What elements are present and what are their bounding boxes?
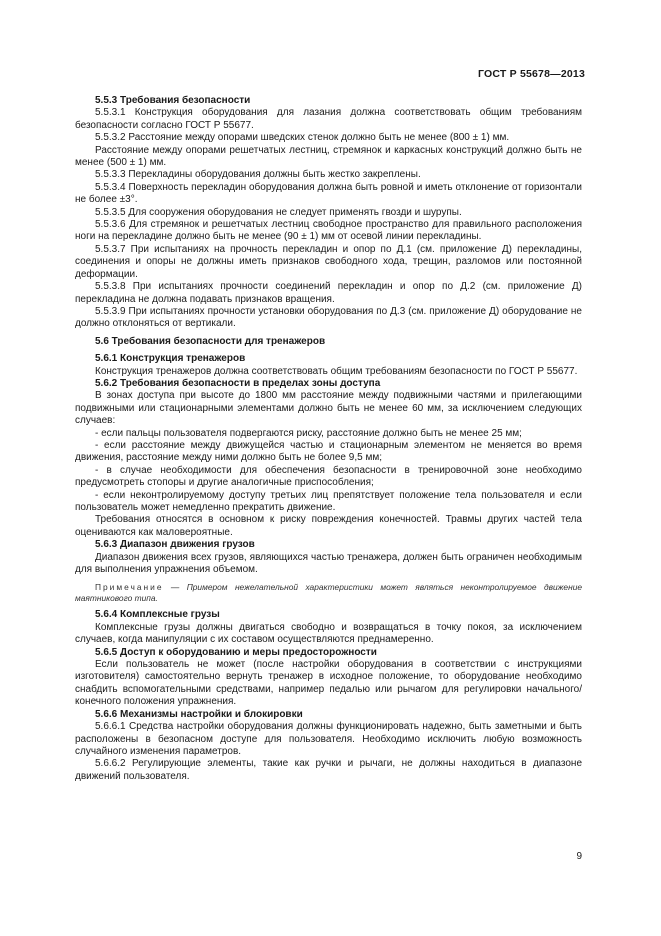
paragraph: Диапазон движения всех грузов, являющихся частью тренажера, должен быть ограничен необходимым для выполнения упражнения объемом. [75, 551, 582, 576]
section-heading-5-6: 5.6 Требования безопасности для тренажеров [95, 335, 326, 347]
document-body [75, 95, 582, 783]
section-heading-5-6-6: 5.6.6 Механизмы настройки и блокировки [95, 708, 303, 720]
section-heading-5-6-5: 5.6.5 Доступ к оборудованию и меры предосторожности [95, 646, 377, 658]
document-header: ГОСТ Р 55678—2013 [477, 68, 585, 80]
paragraph: 5.6.6.2 Регулирующие элементы, такие как ручки и рычаги, не должны находиться в диапазоне движений пользователя. [75, 758, 582, 782]
section-heading-5-6-1: 5.6.1 Конструкция тренажеров [95, 353, 246, 365]
note-text: — Примером нежелательной характеристики может являться неконтролируемое движение маятникового типа. [75, 582, 583, 604]
paragraph: 5.5.3.3 Перекладины оборудования должны быть жестко закреплены. [95, 169, 421, 181]
paragraph: Если пользователь не может (после настройки оборудования в соответствии с инструкциями изготовителя) самостоятельно вернуть тренажер в исходное положение, то оборудование необходимо снабдить вспомогательными средствами, например педалью или рычагом для регулировки начального/конечного положения упражнения. [75, 659, 582, 708]
paragraph: 5.5.3.2 Расстояние между опорами шведских стенок должно быть не менее (800 ± 1) мм. [95, 132, 510, 144]
paragraph: В зонах доступа при высоте до 1800 мм расстояние между подвижными частями и прилегающими подвижными или стационарными элементами должно быть не менее 60 мм, за исключением следующих случаев: [75, 390, 582, 427]
paragraph: Требования относятся в основном к риску повреждения конечностей. Травмы других частей тела оцениваются как маловероятные. [75, 514, 582, 538]
section-heading-5-6-4: 5.6.4 Комплексные грузы [95, 609, 220, 621]
list-item: - если расстояние между движущейся частью и стационарным элементом не меняется во время движения, расстояние между ними должно быть не более 9,5 мм; [75, 439, 582, 464]
list-item: - если пальцы пользователя подвергаются риску, расстояние должно быть не менее 25 мм; [95, 427, 522, 439]
paragraph: Расстояние между опорами решетчатых лестниц, стремянок и каркасных конструкций должно быть не менее (500 ± 1) мм. [75, 144, 582, 169]
note [75, 582, 582, 604]
list-item: - в случае необходимости для обеспечения безопасности в тренировочной зоне необходимо предусмотреть стопоры и другие аналогичные приспособления; [75, 464, 582, 489]
paragraph: 5.5.3.7 При испытаниях на прочность перекладин и опор по Д.1 (см. приложение Д) перекладины, соединения и опоры не должны иметь признаков свободного хода, трещин, разломов или постоянной деформации. [75, 243, 582, 280]
paragraph: 5.5.3.1 Конструкция оборудования для лазания должна соответствовать общим требованиям безопасности согласно ГОСТ Р 55677. [75, 107, 582, 131]
section-heading-5-6-3: 5.6.3 Диапазон движения грузов [95, 539, 255, 551]
paragraph: 5.5.3.4 Поверхность перекладин оборудования должна быть ровной и иметь отклонение от горизонтали не более ±3°. [75, 181, 582, 206]
list-item: - если неконтролируемому доступу третьих лиц препятствует положение тела пользователя и если пользователь может немедленно прекратить движение. [75, 489, 582, 513]
note-label: Примечание [95, 582, 164, 593]
paragraph: 5.5.3.5 Для сооружения оборудования не следует применять гвозди и шурупы. [95, 206, 462, 218]
section-heading-5-6-2: 5.6.2 Требования безопасности в пределах зоны доступа [95, 377, 381, 389]
paragraph: 5.5.3.9 При испытаниях прочности установки оборудования по Д.3 (см. приложение Д) оборудование не должно отклоняться от вертикали. [75, 305, 582, 330]
paragraph: 5.5.3.6 Для стремянок и решетчатых лестниц свободное пространство для правильного расположения ноги на перекладине должно быть не менее (90 ± 1) мм от осевой линии перекладины. [75, 219, 582, 243]
paragraph: Комплексные грузы должны двигаться свободно и возвращаться в точку покоя, за исключением случаев, когда манипуляции с их составом осуществляются преднамеренно. [75, 621, 582, 646]
paragraph: 5.5.3.8 При испытаниях прочности соединений перекладин и опор по Д.2 (см. приложение Д) перекладина не должна подавать признаков вращения. [75, 281, 582, 305]
paragraph: 5.6.6.1 Средства настройки оборудования должны функционировать надежно, быть заметными и быть расположены в безопасном доступе для пользователя. Необходимо исключить любую возможность случайного изменения параметров. [75, 721, 582, 757]
section-heading-5-5-3: 5.5.3 Требования безопасности [95, 95, 251, 106]
paragraph: Конструкция тренажеров должна соответствовать общим требованиям безопасности по ГОСТ Р 55677. [95, 365, 578, 377]
page-number: 9 [576, 851, 582, 862]
